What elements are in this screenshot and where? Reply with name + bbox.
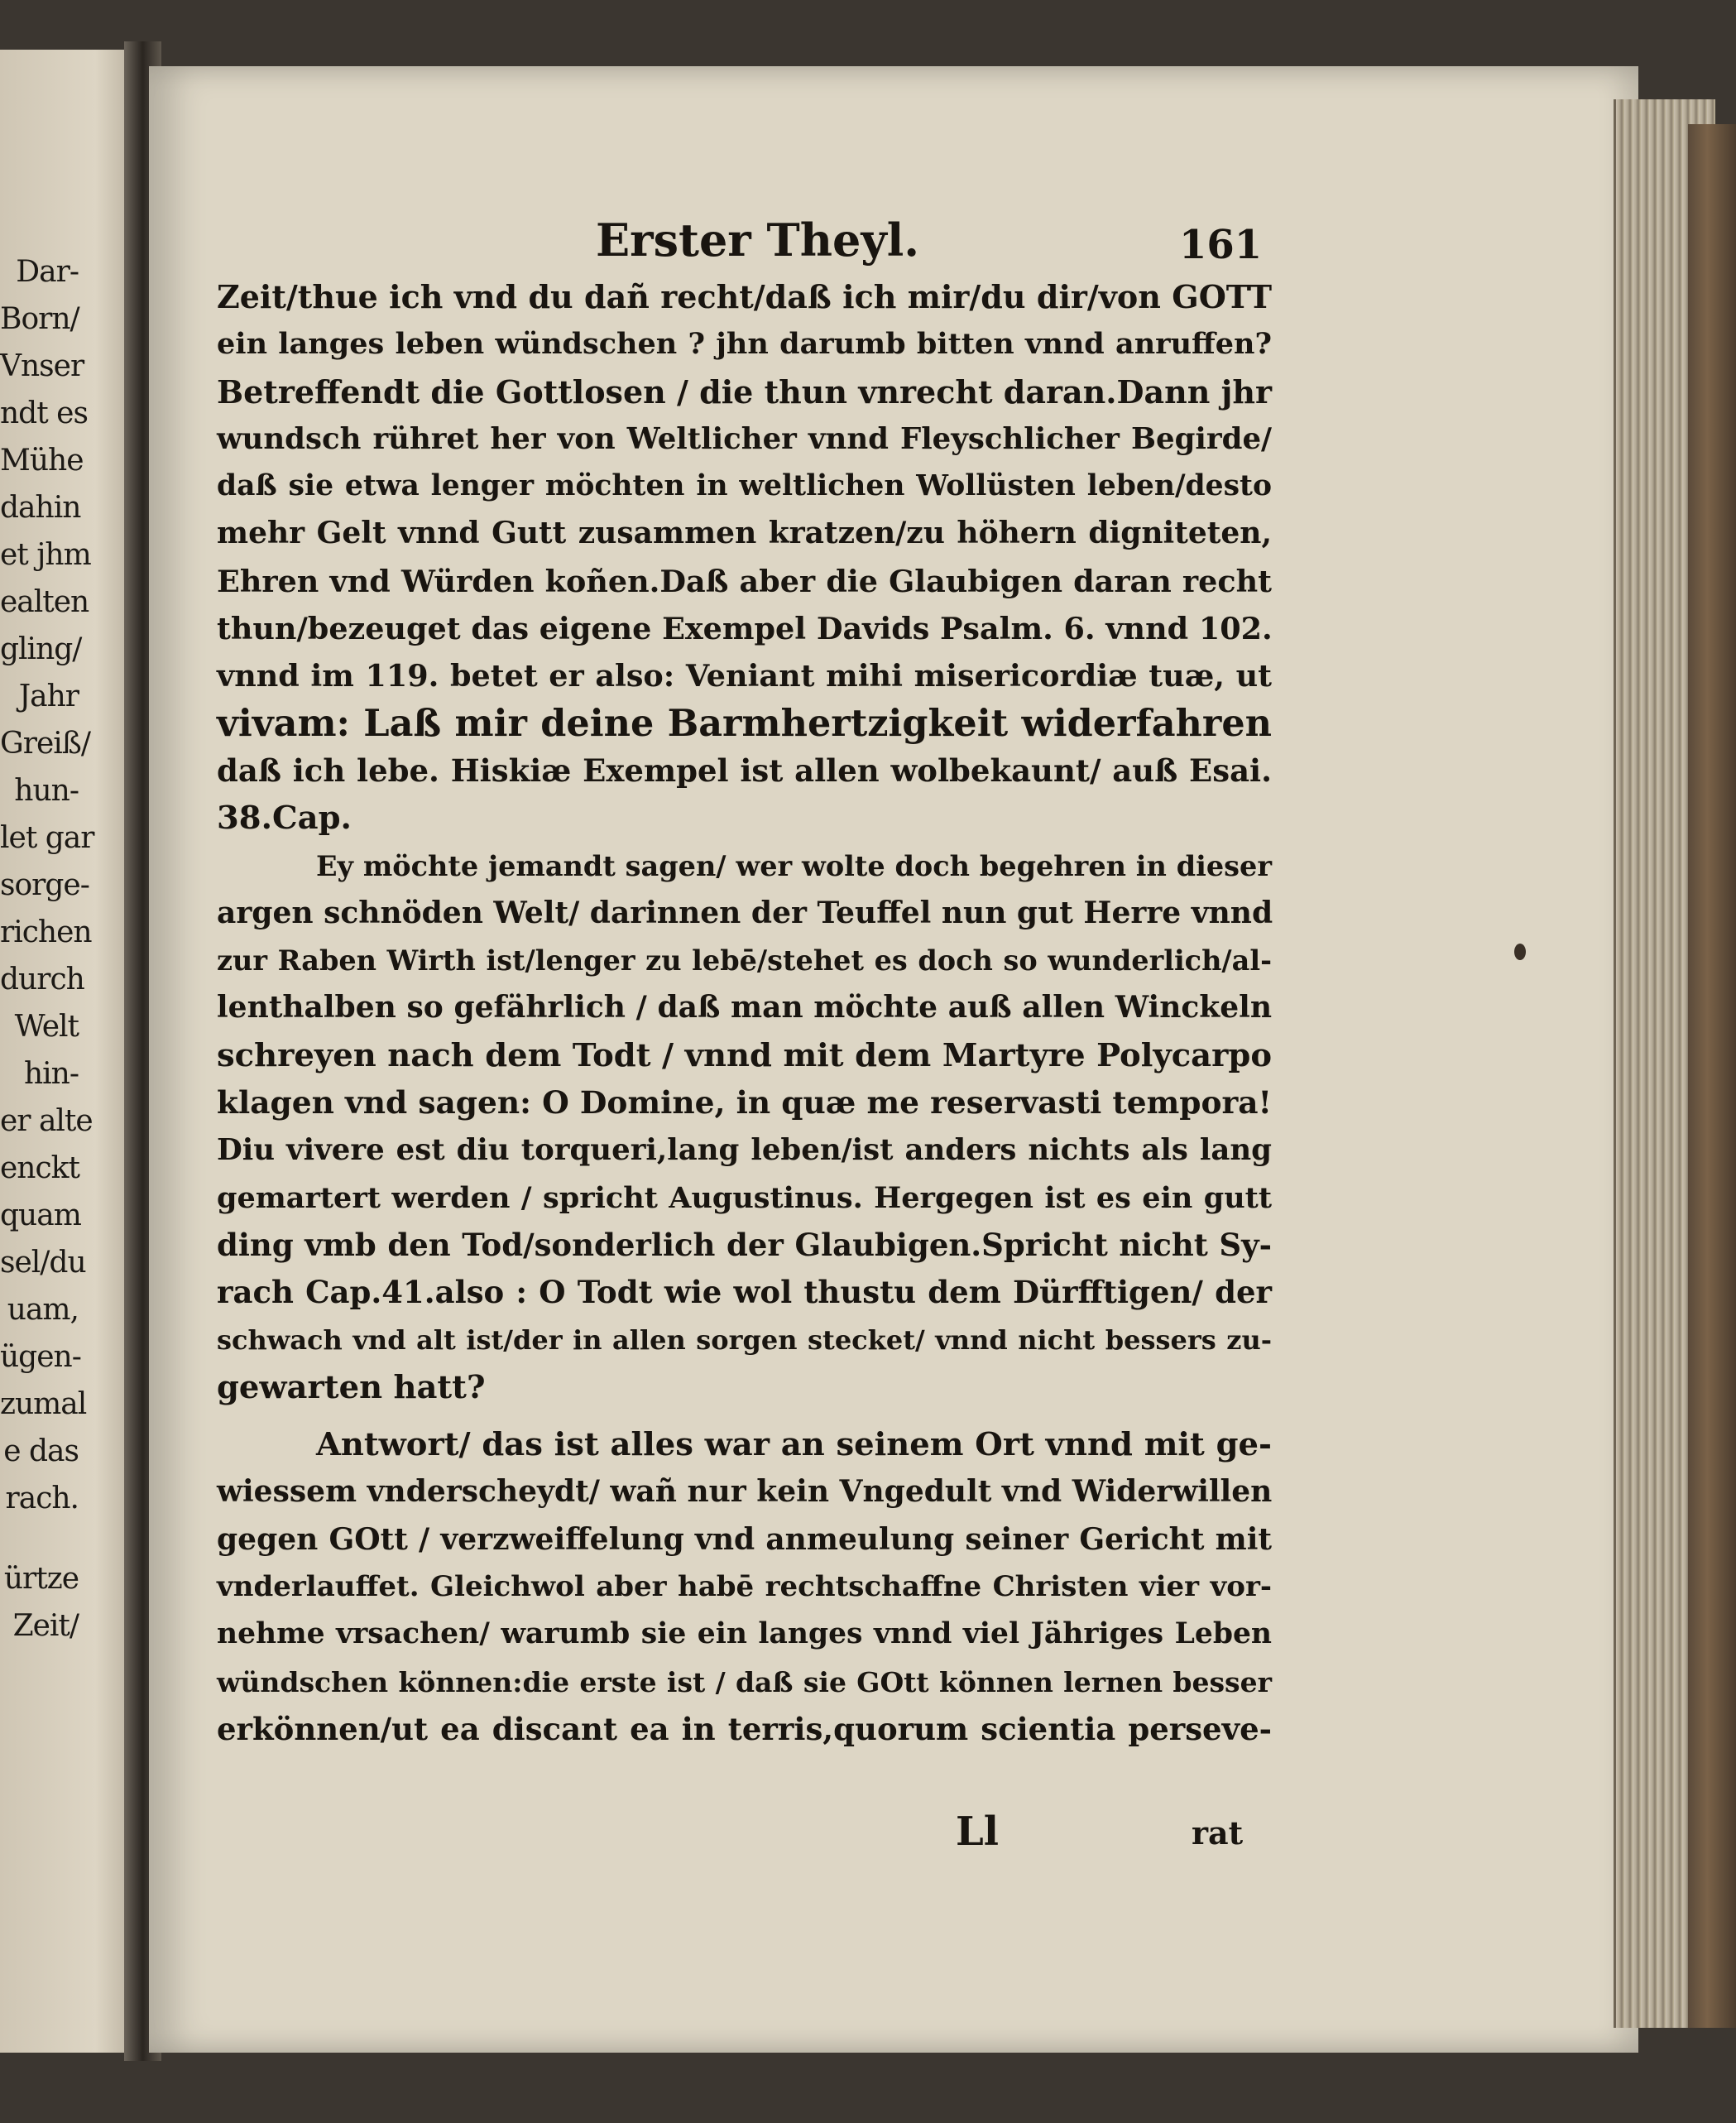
signature-mark: Ll	[956, 1808, 999, 1855]
text-line: vnnd im 119. betet er also: Veniant mihi misericordiæ tuæ, ut	[217, 658, 1272, 694]
text-line: Zeit/thue ich vnd du dañ recht/daß ich mir/du dir/von GOTT	[217, 278, 1272, 315]
facing-page-word: hin-	[23, 1057, 79, 1091]
text-line: lenthalben so gefährlich / daß man möchte auß allen Winckeln	[217, 990, 1272, 1025]
running-head: Erster Theyl.	[596, 214, 920, 267]
facing-page-word: ürtze	[3, 1562, 79, 1596]
text-line: Ehren vnd Würden koñen.Daß aber die Glaubigen daran recht	[217, 563, 1272, 599]
facing-page-word: ndt es	[0, 396, 88, 430]
text-line: gewarten hatt?	[217, 1368, 486, 1406]
text-line: Betreffendt die Gottlosen / die thun vnrecht daran.Dann jhr	[217, 372, 1272, 411]
facing-page-word: quam	[0, 1198, 81, 1232]
text-line: Ey möchte jemandt sagen/ wer wolte doch begehren in dieser	[316, 849, 1272, 882]
text-line: gemartert werden / spricht Augustinus. Hergegen ist es ein gutt	[217, 1180, 1272, 1215]
text-line: daß sie etwa lenger möchten in weltlichen Wollüsten leben/desto	[217, 469, 1272, 503]
text-line: vivam: Laß mir deine Barmhertzigkeit widerfahren	[217, 701, 1272, 745]
text-line: wündschen können:die erste ist / daß sie GOtt können lernen besser	[217, 1665, 1272, 1698]
text-line: Antwort/ das ist alles war an seinem Ort vnnd mit ge-	[316, 1426, 1272, 1464]
facing-page-word: sel/du	[0, 1246, 86, 1280]
facing-page-word: Born/	[0, 302, 79, 336]
book-cover-edge	[1688, 124, 1736, 2028]
text-line: klagen vnd sagen: O Domine, in quæ me reservasti tempora!	[217, 1084, 1272, 1122]
page-body-text	[217, 273, 1272, 1753]
facing-page-word: sorge-	[0, 868, 89, 902]
text-line: daß ich lebe. Hiskiæ Exempel ist allen wolbekaunt/ auß Esai.	[217, 752, 1272, 789]
facing-page-word: hun-	[14, 774, 79, 808]
text-line: Diu vivere est diu torqueri,lang leben/ist anders nichts als lang	[217, 1133, 1272, 1168]
facing-page-word: enckt	[0, 1151, 79, 1185]
text-line: zur Raben Wirth ist/lenger zu lebē/stehet es doch so wunderlich/al-	[217, 944, 1272, 977]
facing-page-left	[0, 50, 137, 2053]
facing-page-word: Welt	[14, 1010, 79, 1044]
text-line: thun/bezeuget das eigene Exempel Davids Psalm. 6. vnnd 102.	[217, 611, 1273, 647]
facing-page-word: ealten	[0, 585, 89, 619]
text-line: schreyen nach dem Todt / vnnd mit dem Martyre Polycarpo	[217, 1036, 1272, 1074]
facing-page-word: et jhm	[0, 538, 91, 572]
catchword: rat	[1192, 1814, 1244, 1852]
facing-page-word: richen	[0, 915, 92, 949]
text-line: ding vmb den Tod/sonderlich der Glaubigen.Spricht nicht Sy-	[217, 1226, 1272, 1263]
page-number: 161	[1179, 222, 1263, 268]
text-line: nehme vrsachen/ warumb sie ein langes vnnd viel Jähriges Leben	[217, 1617, 1272, 1651]
facing-page-word: er alte	[0, 1104, 93, 1138]
text-line: schwach vnd alt ist/der in allen sorgen stecket/ vnnd nicht bessers zu-	[217, 1323, 1272, 1356]
facing-page-word: Zeit/	[12, 1609, 79, 1643]
facing-page-word: Greiß/	[0, 727, 90, 761]
text-line: wiessem vnderscheydt/ wañ nur kein Vngedult vnd Widerwillen	[217, 1474, 1273, 1510]
ink-spot	[1514, 944, 1526, 960]
facing-page-word: Vnser	[0, 349, 84, 383]
facing-page-word: let gar	[0, 821, 94, 855]
text-line: gegen GOtt / verzweiffelung vnd anmeulung seiner Gericht mit	[217, 1521, 1272, 1557]
facing-page-word: ügen-	[0, 1340, 81, 1374]
facing-page-word: Jahr	[18, 680, 79, 713]
facing-page-word: e das	[3, 1434, 79, 1468]
facing-page-word: Mühe	[0, 444, 84, 478]
facing-page-text	[0, 248, 94, 1650]
text-line: argen schnöden Welt/ darinnen der Teuffel nun gut Herre vnnd	[217, 895, 1273, 930]
text-line: wundsch rühret her von Weltlicher vnnd Fleyschlicher Begirde/	[217, 421, 1272, 456]
facing-page-word: rach.	[5, 1482, 79, 1515]
facing-page-word: uam,	[7, 1293, 79, 1327]
text-line: vnderlauffet. Gleichwol aber habē rechtschaffne Christen vier vor-	[217, 1570, 1272, 1604]
facing-page-word: durch	[0, 963, 84, 997]
facing-page-word: gling/	[0, 632, 82, 666]
facing-page-word: dahin	[0, 491, 81, 525]
text-line: mehr Gelt vnnd Gutt zusammen kratzen/zu höhern digniteten,	[217, 516, 1272, 551]
text-line: rach Cap.41.also : O Todt wie wol thustu dem Dürfftigen/ der	[217, 1274, 1272, 1311]
text-line: erkönnen/ut ea discant ea in terris,quorum scientia perseve-	[217, 1710, 1272, 1747]
text-line: 38.Cap.	[217, 800, 352, 838]
facing-page-word: Dar-	[16, 255, 79, 289]
facing-page-word: zumal	[0, 1387, 87, 1421]
text-line: ein langes leben wündschen ? jhn darumb bitten vnnd anruffen?	[217, 327, 1272, 362]
